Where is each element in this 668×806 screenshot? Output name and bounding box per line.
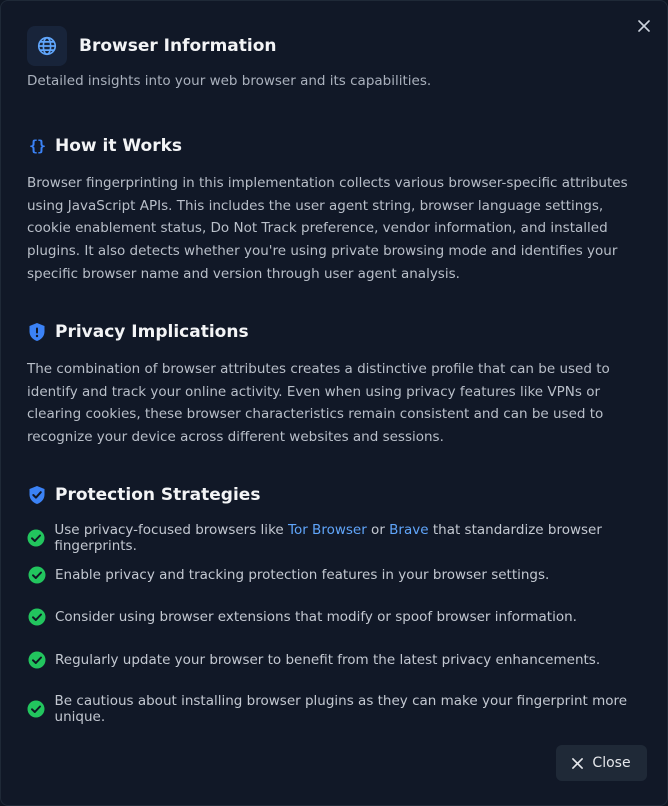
dialog-header (27, 26, 276, 66)
brave-link[interactable]: Brave (389, 522, 429, 538)
check-circle-icon (27, 700, 46, 719)
strategy-text: Be cautious about installing browser plugins as they can make your fingerprint more unique. (54, 693, 628, 725)
dialog-title: Browser Information (79, 36, 277, 56)
strategy-item (27, 607, 577, 626)
shield-alert-icon (27, 322, 47, 342)
tor-browser-link[interactable]: Tor Browser (288, 522, 367, 538)
protection-header (27, 485, 260, 505)
check-circle-icon (27, 529, 45, 548)
strategy-item (27, 565, 549, 584)
close-icon[interactable] (633, 15, 655, 37)
shield-check-icon (27, 485, 47, 505)
strategy-text-mid: or (366, 522, 390, 538)
strategy-item (27, 650, 600, 669)
strategy-text: Enable privacy and tracking protection features in your browser settings. (55, 566, 550, 583)
strategy-text: Consider using browser extensions that modify or spoof browser information. (55, 608, 577, 625)
privacy-text: The combination of browser attributes creates a distinctive profile that can be used to identify and track your online activity. Even when using privacy features like VPNs or clearing cookies, these browser characteristics remain consistent and can be used to recognize your device across different websites and sessions. (27, 361, 610, 446)
how-it-works-text: Browser fingerprinting in this implementation collects various browser-specific attributes using JavaScript APIs. This includes the user agent string, browser language settings, cookie enablement status, Do Not Track preference, vendor information, and installed plugins. It also detects whether you're using private browsing mode and identifies your specific browser name and version through user agent analysis. (27, 175, 628, 282)
protection-heading: Protection Strategies (55, 485, 261, 505)
check-circle-icon (27, 607, 46, 626)
strategy-text: Regularly update your browser to benefit from the latest privacy enhancements. (55, 651, 601, 668)
code-braces-icon: {} (28, 137, 46, 155)
how-it-works-heading: How it Works (55, 136, 183, 156)
close-button[interactable] (556, 745, 647, 781)
privacy-header (27, 322, 249, 342)
globe-icon (27, 26, 67, 66)
close-button-label: Close (592, 755, 631, 771)
close-icon (572, 758, 583, 769)
strategy-text-suffix: that standardize browser fingerprints. (54, 522, 602, 554)
dialog-subtitle: Detailed insights into your web browser and its capabilities. (27, 73, 432, 89)
strategy-item (27, 693, 667, 725)
strategy-item (27, 522, 667, 554)
strategy-text (54, 522, 667, 554)
how-it-works-header (27, 136, 182, 156)
privacy-heading: Privacy Implications (55, 322, 249, 342)
check-circle-icon (27, 565, 46, 584)
strategy-text-prefix: Use privacy-focused browsers like (54, 522, 288, 538)
check-circle-icon (27, 650, 46, 669)
